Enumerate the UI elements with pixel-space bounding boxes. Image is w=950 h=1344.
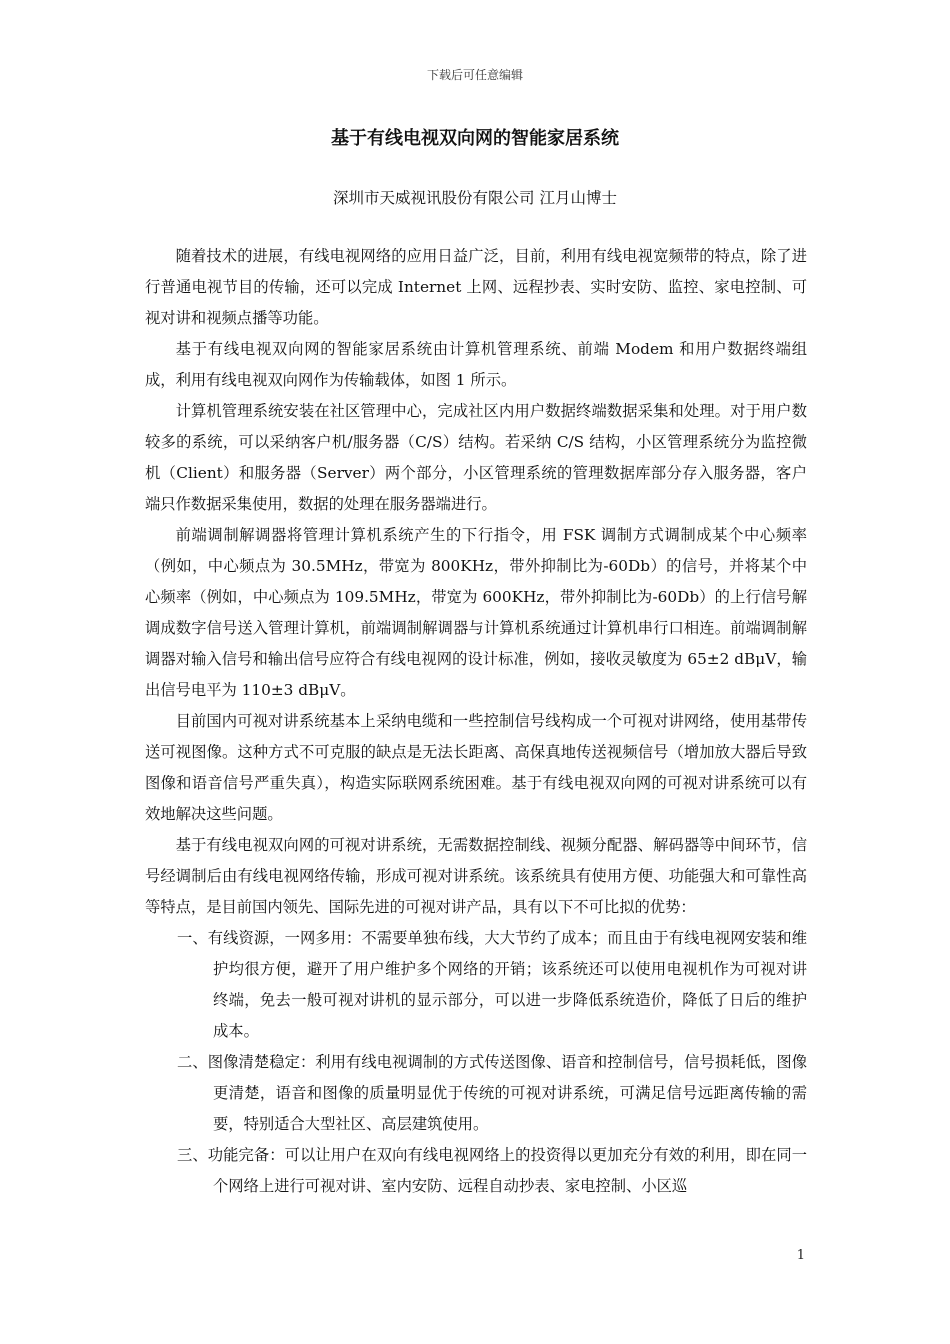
paragraph: 基于有线电视双向网的智能家居系统由计算机管理系统、前端 Modem 和用户数据终端组成，利用有线电视双向网作为传输载体，如图 1 所示。 [145,340,807,389]
list-item: 三、功能完备：可以让用户在双向有线电视网络上的投资得以更加充分有效的利用，即在同一个网络上进行可视对讲、室内安防、远程自动抄表、家电控制、小区巡 [177,1146,807,1195]
paragraph: 计算机管理系统安装在社区管理中心，完成社区内用户数据终端数据采集和处理。对于用户数较多的系统，可以采纳客户机/服务器（C/S）结构。若采纳 C/S 结构，小区管理系统分为监控微机（Client）和服务器（Server）两个部分，小区管理系统的管理数据库部分存入服务器，客户端只作数据采集使用，数据的处理在服务器端进行。 [145,402,807,513]
paragraph: 基于有线电视双向网的可视对讲系统，无需数据控制线、视频分配器、解码器等中间环节，信号经调制后由有线电视网络传输，形成可视对讲系统。该系统具有使用方便、功能强大和可靠性高等特点，是目前国内领先、国际先进的可视对讲产品，具有以下不可比拟的优势： [145,836,807,916]
list-item: 一、有线资源，一网多用：不需要单独布线，大大节约了成本；而且由于有线电视网安装和维护均很方便，避开了用户维护多个网络的开销；该系统还可以使用电视机作为可视对讲终端，免去一般可视对讲机的显示部分，可以进一步降低系统造价，降低了日后的维护成本。 [177,929,807,1040]
paragraph: 前端调制解调器将管理计算机系统产生的下行指令，用 FSK 调制方式调制成某个中心频率（例如，中心频点为 30.5MHz，带宽为 800KHz，带外抑制比为-60Db）的信号，并将某个中心频率（例如，中心频点为 109.5MHz，带宽为 600KHz，带外抑制比为-60Db）的上行信号解调成数字信号送入管理计算机，前端调制解调器与计算机系统通过计算机串行口相连。前端调制解调器对输入信号和输出信号应符合有线电视网的设计标准，例如，接收灵敏度为 65±2 dBμV，输出信号电平为 110±3 dBμV。 [145,526,807,699]
paragraph: 随着技术的进展，有线电视网络的应用日益广泛，目前，利用有线电视宽频带的特点，除了进行普通电视节目的传输，还可以完成 Internet 上网、远程抄表、实时安防、监控、家电控制、可视对讲和视频点播等功能。 [145,247,807,327]
document-author: 深圳市天威视讯股份有限公司 江月山博士 [333,189,617,207]
advantages-list [145,923,807,1202]
page-number: 1 [796,1248,805,1263]
page-header: 下载后可任意编辑 [426,68,523,82]
list-item: 二、图像清楚稳定：利用有线电视调制的方式传送图像、语音和控制信号，信号损耗低，图像更清楚，语音和图像的质量明显优于传统的可视对讲系统，可满足信号远距离传输的需要，特别适合大型社区、高层建筑使用。 [177,1053,807,1133]
document-body [145,241,807,1202]
paragraph: 目前国内可视对讲系统基本上采纳电缆和一些控制信号线构成一个可视对讲网络，使用基带传送可视图像。这种方式不可克服的缺点是无法长距离、高保真地传送视频信号（增加放大器后导致图像和语音信号严重失真），构造实际联网系统困难。基于有线电视双向网的可视对讲系统可以有效地解决这些问题。 [145,712,807,823]
document-title: 基于有线电视双向网的智能家居系统 [331,128,619,149]
